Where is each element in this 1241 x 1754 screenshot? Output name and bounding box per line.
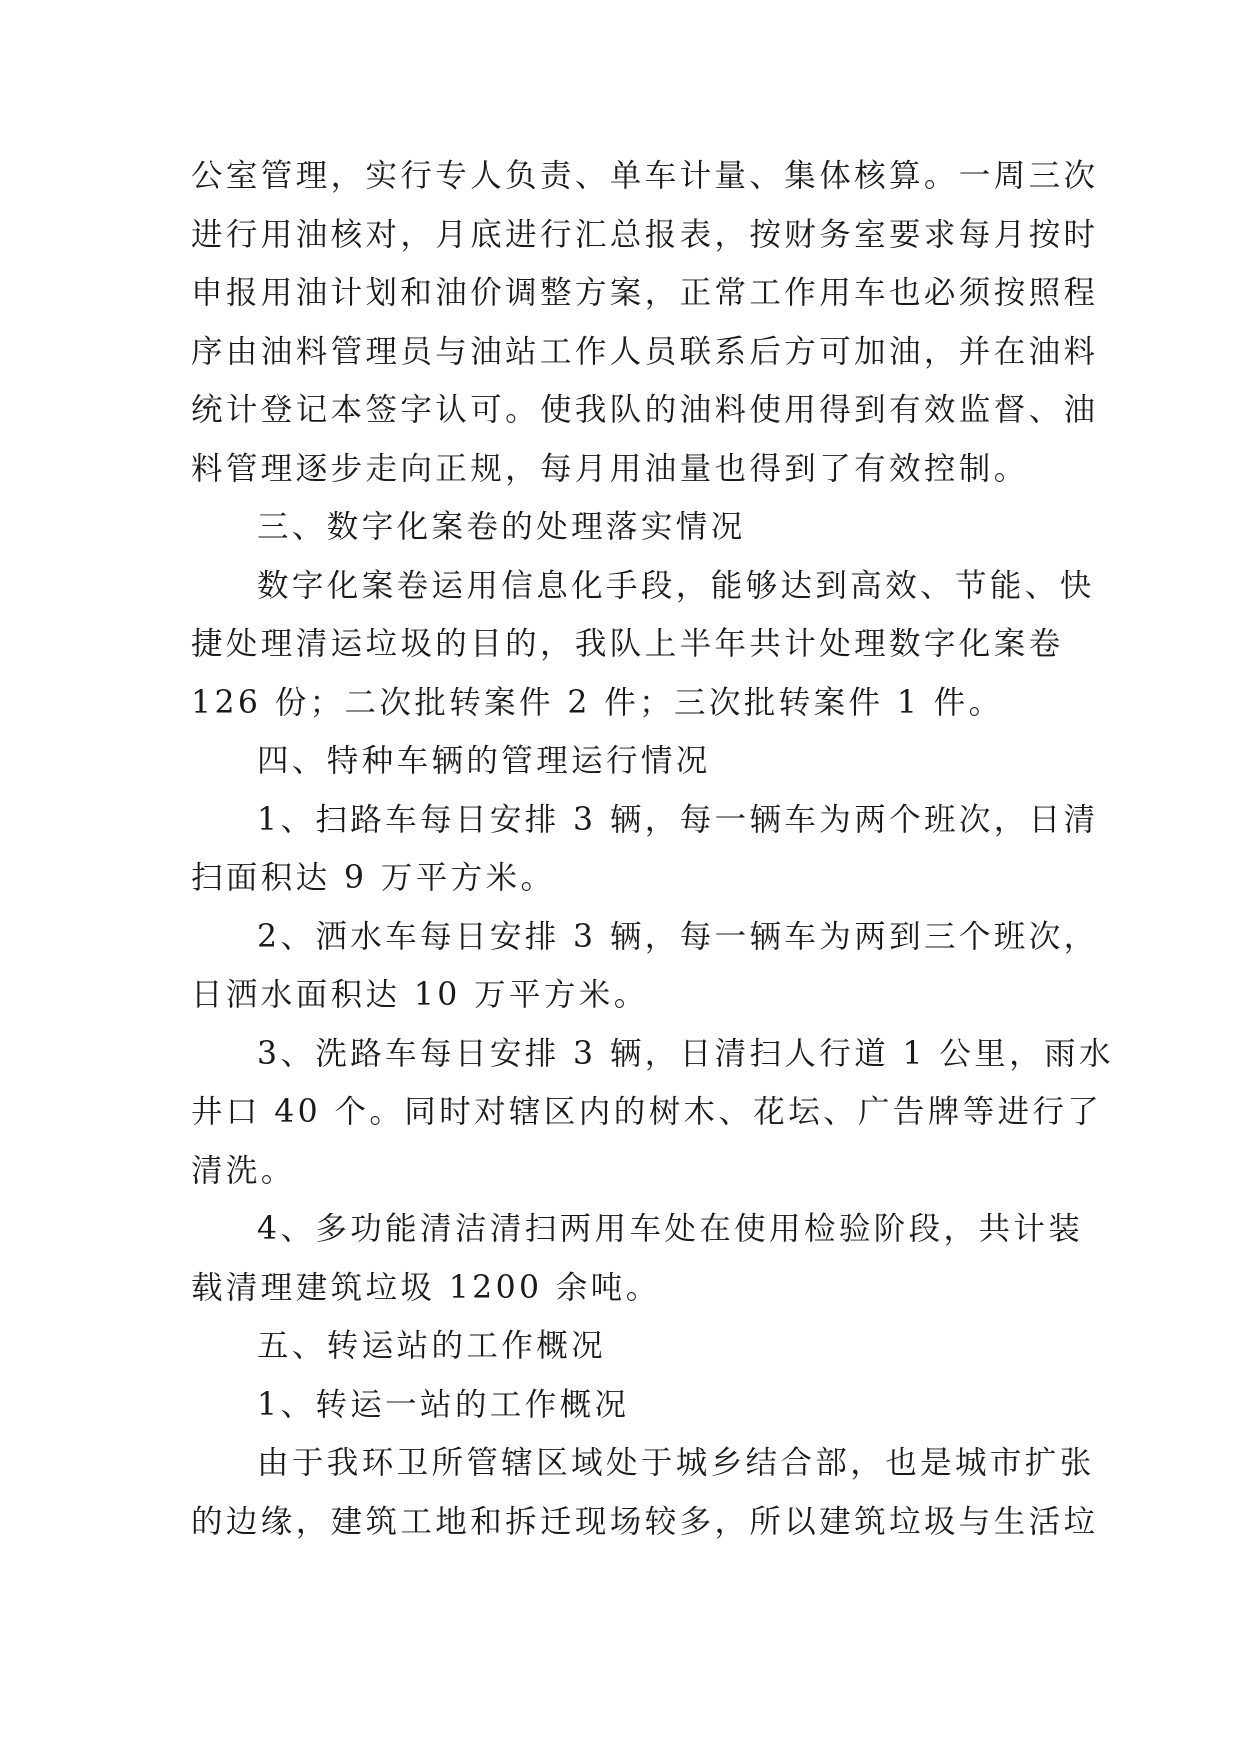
text-line: 数字化案卷运用信息化手段，能够达到高效、节能、快 <box>257 567 1095 604</box>
text-line: 公室管理，实行专人负责、单车计量、集体核算。一周三次 <box>191 158 1099 194</box>
text-line: 126 份；二次批转案件 2 件；三次批转案件 1 件。 <box>191 684 1004 721</box>
text-line: 4、多功能清洁清扫两用车处在使用检验阶段，共计装 <box>257 1211 1084 1247</box>
text-line: 料管理逐步走向正规，每月用油量也得到了有效控制。 <box>191 450 1029 487</box>
text-line: 统计登记本签字认可。使我队的油料使用得到有效监督、油 <box>191 392 1099 428</box>
text-line: 日洒水面积达 10 万平方米。 <box>191 977 649 1013</box>
text-line: 清洗。 <box>191 1152 296 1189</box>
text-line: 进行用油核对，月底进行汇总报表，按财务室要求每月按时 <box>191 216 1099 253</box>
text-line: 井口 40 个。同时对辖区内的树木、花坛、广告牌等进行了 <box>191 1094 1103 1130</box>
text-line: 由于我环卫所管辖区域处于城乡结合部，也是城市扩张 <box>257 1445 1095 1481</box>
text-line: 的边缘，建筑工地和拆迁现场较多，所以建筑垃圾与生活垃 <box>191 1503 1099 1540</box>
text-line: 序由油料管理员与油站工作人员联系后方可加油，并在油料 <box>191 333 1099 370</box>
text-line: 1、扫路车每日安排 3 辆，每一辆车为两个班次，日清 <box>257 801 1099 838</box>
body-text <box>191 147 1114 1551</box>
subsection-heading: 1、转运一站的工作概况 <box>257 1386 630 1423</box>
section-heading: 三、数字化案卷的处理落实情况 <box>257 509 746 545</box>
text-line: 捷处理清运垃圾的目的，我队上半年共计处理数字化案卷 <box>191 626 1064 662</box>
section-heading: 四、特种车辆的管理运行情况 <box>257 743 711 779</box>
section-heading: 五、转运站的工作概况 <box>257 1328 607 1364</box>
text-line: 载清理建筑垃圾 1200 余吨。 <box>191 1269 661 1306</box>
text-line: 申报用油计划和油价调整方案，正常工作用车也必须按照程 <box>191 275 1099 311</box>
text-line: 扫面积达 9 万平方米。 <box>191 860 556 896</box>
text-line: 3、洗路车每日安排 3 辆，日清扫人行道 1 公里，雨水 <box>257 1035 1114 1072</box>
text-line: 2、洒水车每日安排 3 辆，每一辆车为两到三个班次， <box>257 918 1099 955</box>
